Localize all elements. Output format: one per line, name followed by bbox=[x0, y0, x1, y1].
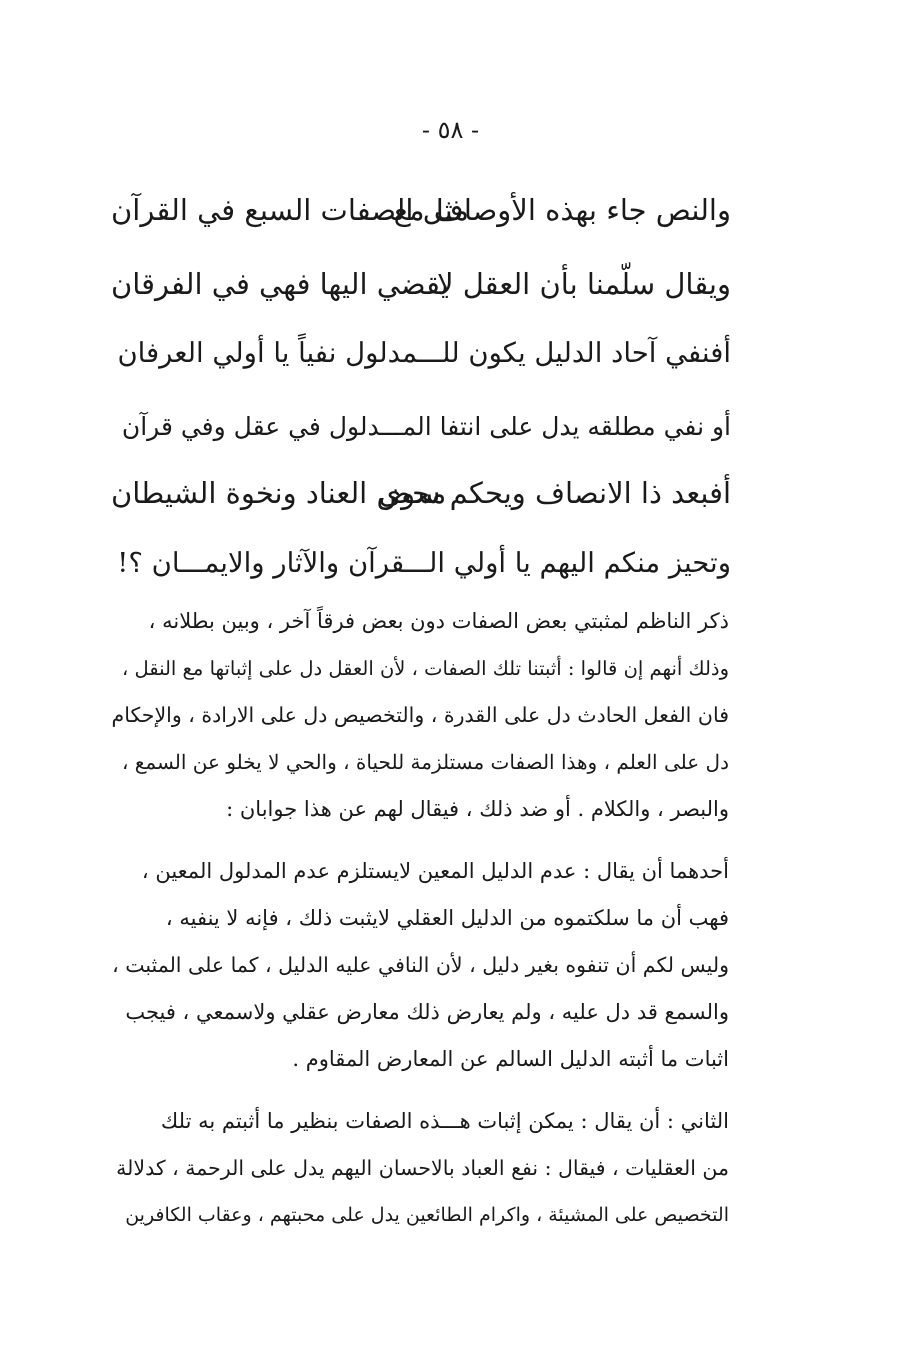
paragraph bbox=[111, 598, 729, 833]
paragraph-line: التخصيص على المشيئة ، واكرام الطائعين يدل على محبتهم ، وعقاب الكافرين bbox=[125, 1204, 729, 1226]
verse-second-hemistich: مثل الصفات السبع في القرآن bbox=[111, 193, 469, 227]
verse-first-hemistich: أفبعد ذا الانصاف ويحكم سوى bbox=[378, 476, 731, 510]
paragraph-line: ذكر الناظم لمثبتي بعض الصفات دون بعض فرقاً آخر ، وبين بطلانه ، bbox=[148, 609, 729, 633]
verse-line bbox=[111, 470, 731, 516]
paragraph bbox=[111, 848, 729, 1083]
verse-first-hemistich: أو نفي مطلقه يدل على انتفا المـــدلول في عقل وفي قرآن bbox=[121, 412, 731, 441]
verse-line bbox=[111, 330, 731, 376]
verse-first-hemistich: ويقال سلّمنا بأن العقل لا bbox=[436, 267, 731, 301]
verse-second-hemistich: محض العناد ونخوة الشيطان bbox=[111, 476, 447, 510]
verse-first-hemistich: والنص جاء بهذه الأوصاف مع bbox=[393, 193, 731, 227]
paragraph-line: الثاني : أن يقال : يمكن إثبات هـــذه الصفات بنظير ما أثبتم به تلك bbox=[160, 1109, 729, 1133]
paragraph-line: وليس لكم أن تنفوه بغير دليل ، لأن النافي عليه الدليل ، كما على المثبت ، bbox=[112, 953, 729, 977]
verse-line bbox=[111, 540, 731, 586]
verse-first-hemistich: أفنفي آحاد الدليل يكون للـــمدلول نفياً يا أولي العرفان bbox=[117, 337, 731, 369]
paragraph-line: اثبات ما أثبته الدليل السالم عن المعارض المقاوم . bbox=[292, 1047, 729, 1071]
paragraph-line: دل على العلم ، وهذا الصفات مستلزمة للحياة ، والحي لا يخلو عن السمع ، bbox=[121, 750, 729, 774]
paragraph-line: فان الفعل الحادث دل على القدرة ، والتخصيص دل على الارادة ، والإحكام bbox=[111, 703, 729, 727]
paragraph-line: وذلك أنهم إن قالوا : أثبتنا تلك الصفات ، لأن العقل دل على إثباتها مع النقل ، bbox=[121, 657, 729, 680]
page-number: - ٥٨ - bbox=[421, 116, 480, 144]
paragraph-line: فهب أن ما سلكتموه من الدليل العقلي لايثبت ذلك ، فإنه لا ينفيه ، bbox=[165, 906, 729, 930]
verse-first-hemistich: وتحيز منكم اليهم يا أولي الـــقرآن والآثار والايمـــان ؟! bbox=[117, 547, 731, 579]
verse-line bbox=[111, 261, 731, 307]
paragraph-line: من العقليات ، فيقال : نفع العباد بالاحسان اليهم يدل على الرحمة ، كدلالة bbox=[116, 1156, 729, 1180]
paragraph-line: والسمع قد دل عليه ، ولم يعارض ذلك معارض عقلي ولاسمعي ، فيجب bbox=[125, 1000, 729, 1024]
paragraph-line: والبصر ، والكلام . أو ضد ذلك ، فيقال لهم عن هذا جوابان : bbox=[226, 797, 729, 821]
verse-line bbox=[111, 187, 731, 233]
paragraph-line: أحدهما أن يقال : عدم الدليل المعين لايستلزم عدم المدلول المعين ، bbox=[141, 859, 729, 883]
paragraph bbox=[111, 1098, 729, 1239]
verse-line bbox=[111, 404, 731, 450]
verse-second-hemistich: يقضي اليها فهي في الفرقان bbox=[111, 267, 449, 301]
